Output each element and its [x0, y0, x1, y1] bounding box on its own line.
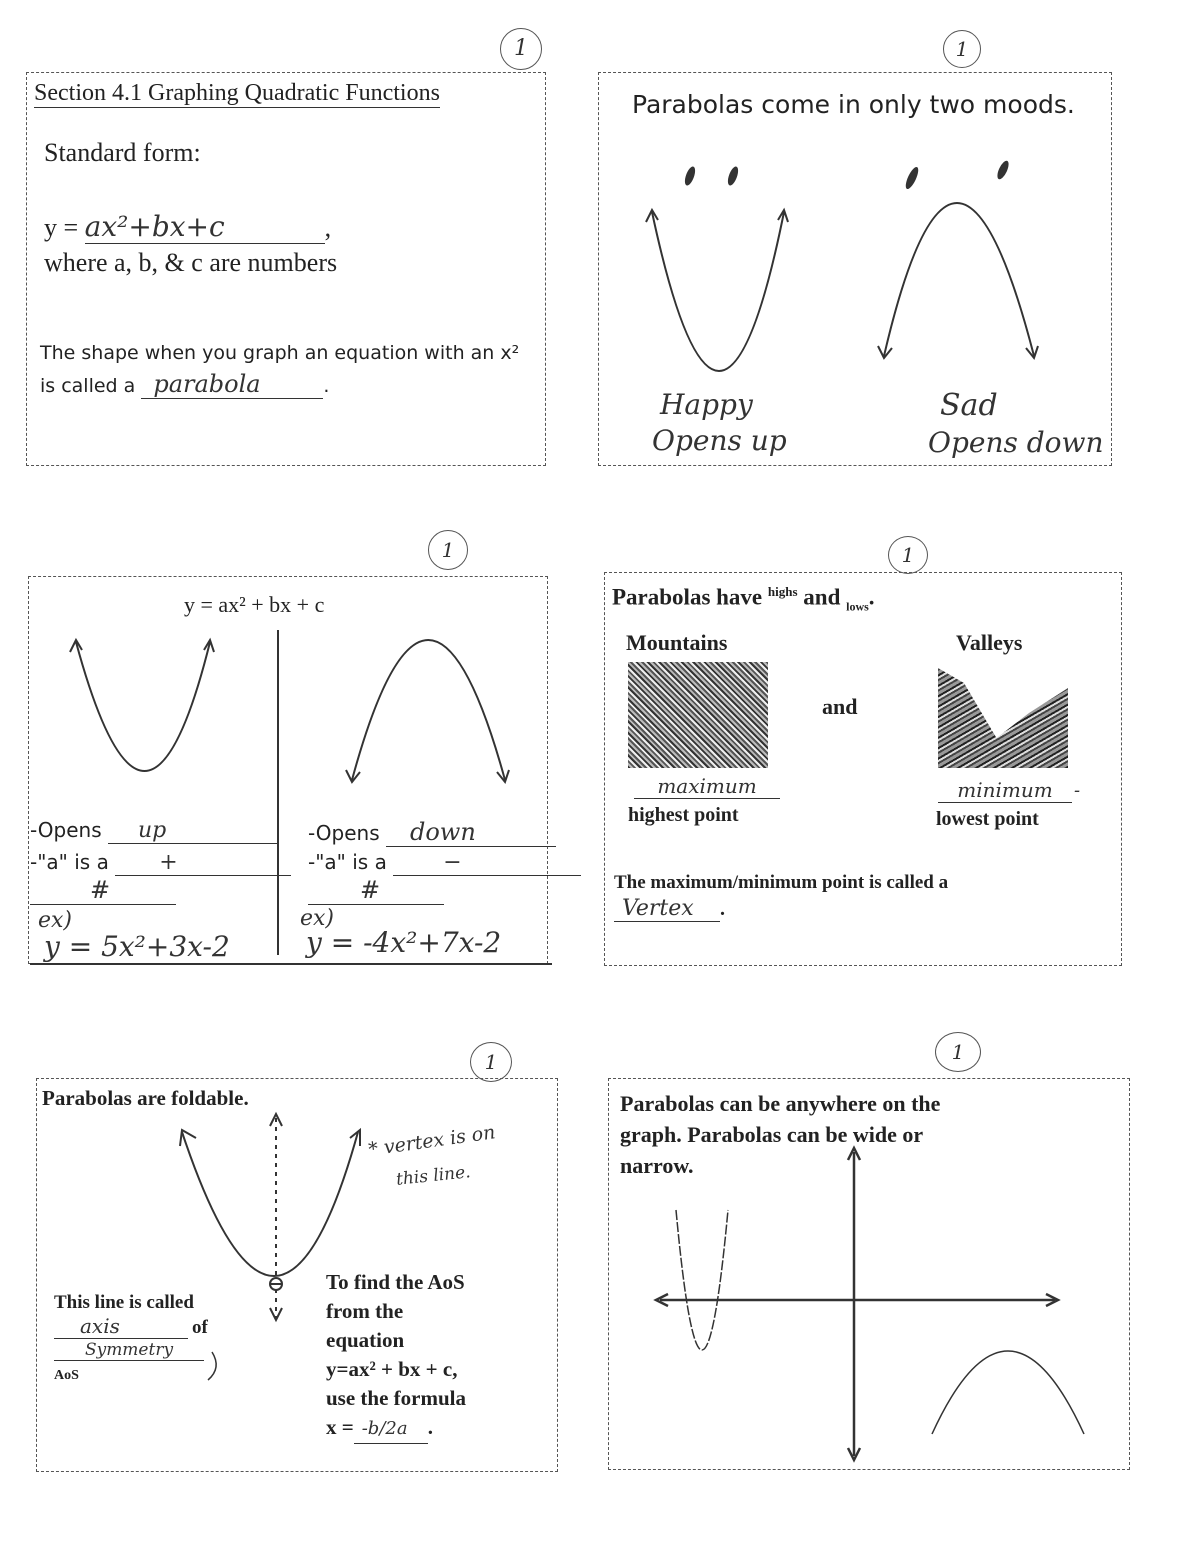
right-a-answer: −: [393, 850, 581, 876]
opens-down-label: Opens down: [928, 426, 1104, 459]
right-opens-answer: down: [386, 818, 556, 847]
right-ex-label: ex): [300, 906, 335, 931]
page-number-4: 1: [888, 536, 928, 574]
sad-label: Sad: [940, 388, 998, 423]
minimum-answer: minimum: [938, 778, 1072, 803]
comma: ,: [324, 213, 332, 242]
valleys-label: Valleys: [956, 630, 1023, 655]
opens-label-right: -Opens: [308, 821, 380, 845]
maximum-answer: maximum: [634, 774, 780, 799]
slide-1-title: Section 4.1 Graphing Quadratic Functions: [34, 80, 440, 106]
slide-6-line-1: Parabolas can be anywhere on the: [620, 1091, 941, 1116]
minimum-dash: -: [1074, 780, 1081, 801]
happy-label: Happy: [660, 388, 753, 421]
title-pre: Parabolas have: [612, 584, 763, 610]
page-number-1: 1: [500, 28, 542, 70]
mountains-label: Mountains: [626, 630, 728, 655]
and-middle: and: [822, 694, 858, 719]
left-example: y = 5x²+3x-2: [44, 930, 230, 963]
called-label: is called a: [40, 375, 136, 397]
slide-6-line-3: narrow.: [620, 1153, 694, 1178]
line-called-label: This line is called: [54, 1292, 194, 1313]
wide-parabola: [932, 1351, 1084, 1434]
left-ex-label: ex): [38, 908, 73, 933]
and-word: and: [803, 584, 841, 610]
where-text: where a, b, & c are numbers: [44, 248, 338, 277]
opens-label-left: -Opens: [30, 818, 102, 842]
right-hash: #: [308, 876, 444, 905]
y-equals: y =: [44, 213, 79, 242]
opens-up-label: Opens up: [652, 424, 787, 457]
left-a-answer: +: [115, 850, 291, 876]
title-period: .: [868, 584, 875, 610]
left-hash: #: [30, 876, 176, 905]
aos-label: AoS: [54, 1368, 79, 1383]
page-number-5: 1: [470, 1042, 512, 1082]
vertex-answer: Vertex: [614, 896, 720, 922]
vertex-note-line2: this line.: [395, 1162, 472, 1190]
slide-5-title: Parabolas are foldable.: [42, 1086, 249, 1110]
formula-period: .: [427, 1415, 433, 1439]
find-line-3: equation: [326, 1328, 405, 1352]
find-line-2: from the: [326, 1299, 404, 1323]
vertex-text: The maximum/minimum point is called a: [614, 872, 949, 893]
formula-answer: -b/2a: [354, 1414, 428, 1444]
slide-3-equation: y = ax² + bx + c: [184, 592, 325, 617]
page-number-6: 1: [935, 1032, 981, 1072]
slide-2-title: Parabolas come in only two moods.: [632, 90, 1075, 119]
narrow-parabola: [676, 1210, 728, 1350]
highs-word: highs: [767, 584, 798, 599]
slide-6-line-2: graph. Parabolas can be wide or: [620, 1122, 924, 1147]
right-example: y = -4x²+7x-2: [306, 926, 502, 959]
left-opens-answer: up: [108, 818, 278, 844]
a-label-left: -"a" is a: [30, 850, 109, 874]
vertex-note-line1: * vertex is on: [367, 1121, 497, 1161]
lows-word: lows: [846, 599, 869, 614]
find-line-4: y=ax² + bx + c,: [326, 1357, 458, 1381]
find-line-5: use the formula: [326, 1386, 466, 1410]
page-number-2: 1: [943, 30, 981, 68]
page-number-3: 1: [428, 530, 468, 570]
axis-answer: axis: [54, 1314, 188, 1339]
vertex-period: .: [720, 898, 725, 920]
shape-text: The shape when you graph an equation with an x²: [40, 342, 520, 364]
answer-parabola: parabola: [141, 370, 323, 399]
standard-form-label: Standard form:: [44, 138, 201, 167]
a-label-right: -"a" is a: [308, 850, 387, 874]
lowest-point-label: lowest point: [936, 808, 1039, 830]
find-line-1: To find the AoS: [326, 1270, 465, 1294]
of-label: of: [192, 1317, 208, 1338]
highest-point-label: highest point: [628, 804, 739, 826]
answer-equation: ax²+bx+c: [85, 210, 325, 244]
find-x: x =: [326, 1415, 354, 1439]
symmetry-answer: Symmetry: [54, 1340, 204, 1361]
period: .: [323, 375, 330, 397]
